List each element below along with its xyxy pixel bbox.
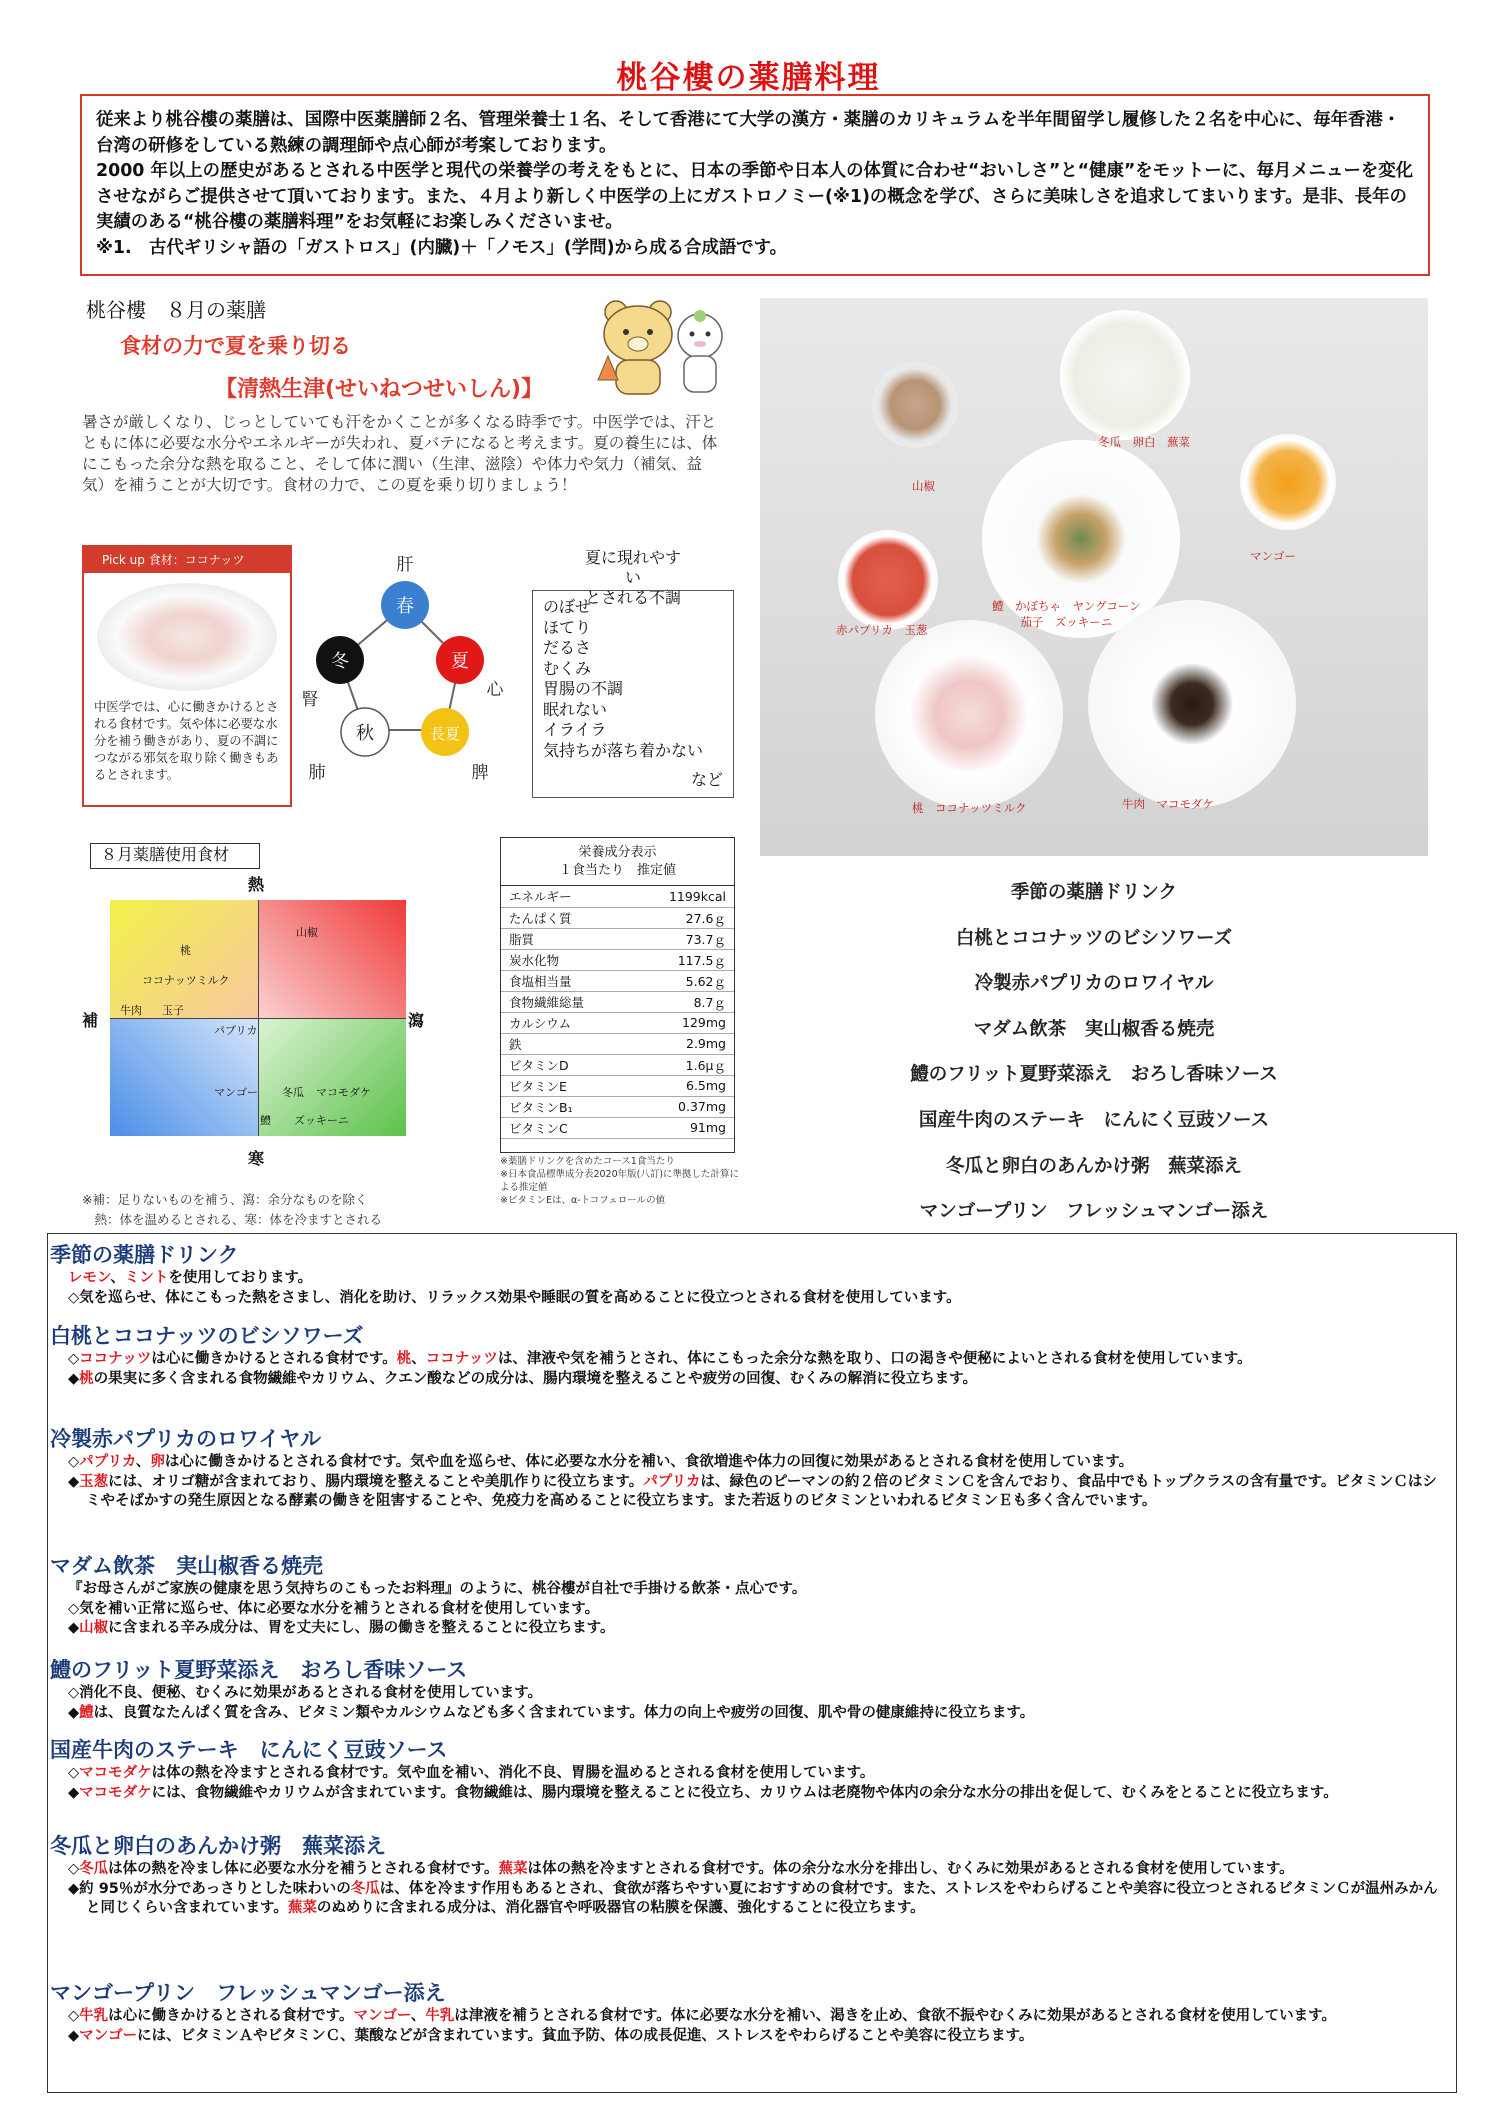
- section-line: [50, 2007, 1450, 2027]
- section-shumai: [50, 1552, 1450, 1639]
- highlight-ingredient: 冬瓜: [79, 1861, 109, 1877]
- section-line: [50, 1860, 1450, 1880]
- ingredient-peach: 桃: [180, 944, 191, 957]
- pickup-text: 中医学では、心に働きかけるとされる食材です。気や体に必要な水分を補う働きがあり、夏の不調につながる邪気を取り除く働きもあるとされます。: [94, 700, 279, 782]
- pickup-card: [82, 545, 292, 807]
- kidney-label: 腎: [301, 690, 319, 710]
- symptom-item: イライラ: [543, 720, 607, 739]
- nutrient-value: 2.9mg: [630, 1033, 734, 1054]
- menu-item: マンゴープリン フレッシュマンゴー添え: [919, 1201, 1269, 1223]
- autumn-label: 秋: [356, 723, 374, 744]
- section-title: 冬瓜と卵白のあんかけ粥 蕪菜添え: [50, 1834, 386, 1858]
- section-peach: [50, 1322, 1450, 1389]
- nutrient-value: 5.62ｇ: [630, 970, 734, 991]
- section-mango: [50, 1979, 1450, 2046]
- section-line: [50, 1473, 1450, 1512]
- text-run: ◇: [68, 1351, 80, 1367]
- nutrient-name: エネルギー: [501, 886, 630, 907]
- text-run: は体の熱を冷ますとされる食材です。体の余分な水分を排出し、むくみに効果があるとされる食材を使用しています。: [527, 1861, 1294, 1877]
- ingredient-wintermelon: 冬瓜: [282, 1086, 304, 1099]
- section-line: [50, 1880, 1450, 1919]
- section-line: [50, 1704, 1450, 1724]
- highlight-ingredient: マコモダケ: [79, 1784, 152, 1801]
- text-run: ◆: [68, 1620, 80, 1636]
- text-run: の果実に多く含まれる食物繊維やカリウム、クエン酸などの成分は、腸内環境を整えることや疲労の回復、むくみの解消に役立ちます。: [93, 1370, 977, 1387]
- hot-label: 熱: [248, 875, 265, 894]
- symptom-item: 眠れない: [543, 699, 608, 719]
- section-line: [50, 1619, 1450, 1639]
- nutrient-value: 0.37mg: [630, 1096, 734, 1117]
- page-title: 桃谷樓の薬膳料理: [616, 60, 881, 96]
- section-drink: [50, 1241, 1450, 1308]
- text-run: に含まれる辛み成分は、胃を丈夫にし、腸の働きを整えることに役立ちます。: [108, 1620, 615, 1636]
- nutrient-value: 117.5ｇ: [630, 949, 734, 970]
- nutrient-name: ビタミンD: [501, 1054, 630, 1075]
- section-title: 季節の薬膳ドリンク: [50, 1243, 239, 1267]
- text-run: 、: [135, 1454, 151, 1470]
- highlight-ingredient: マコモダケ: [79, 1765, 152, 1781]
- nutrient-name: ビタミンE: [501, 1075, 630, 1096]
- nutrition-subtitle: １食当たり 推定値: [558, 863, 676, 878]
- highlight-ingredient: 桃: [396, 1351, 412, 1367]
- nutrition-row: [501, 886, 734, 907]
- highlight-ingredient: 鱧: [79, 1704, 94, 1721]
- quadrant-hot-tonify: [110, 900, 258, 1018]
- section-line: [50, 1370, 1450, 1390]
- text-run: を使用しております。: [168, 1270, 313, 1286]
- highlight-ingredient: マンゴー: [353, 2008, 411, 2024]
- symptoms-title: 夏に現れやすい とされる不調: [584, 548, 681, 607]
- text-run: ◆: [68, 1473, 80, 1490]
- nutrition-row: [501, 1117, 734, 1138]
- nutrition-notes: ※薬膳ドリンクを含めたコース1食当たり ※日本食品標準成分表2020年版(八訂)に準拠した計算による推定値 ※ビタミンEは、α-トコフェロールの値: [500, 1156, 740, 1206]
- symptom-item: 気持ちが落ち着かない: [543, 740, 704, 760]
- section-title: マンゴープリン フレッシュマンゴー添え: [50, 1981, 446, 2005]
- section-line: 『お母さんがご家族の健康を思う気持ちのこもったお料理』のように、桃谷樓が自社で手掛ける飲茶・点心です。: [68, 1581, 807, 1597]
- highlight-ingredient: パプリカ: [79, 1454, 136, 1470]
- pickup-heading: Pick up 食材：ココナッツ: [84, 547, 290, 573]
- congee-bowl: [1060, 310, 1190, 440]
- course-photo: [760, 298, 1428, 856]
- ingredient-zucchini: ズッキーニ: [294, 1114, 349, 1127]
- text-run: は心に働きかけるとされる食材です。: [151, 1351, 397, 1367]
- text-run: ◇: [68, 2008, 80, 2024]
- highlight-ingredient: ミント: [124, 1270, 169, 1286]
- photo-label-hamo: 鱧 かぼちゃ ヤングコーン 茄子 ズッキーニ: [992, 599, 1141, 629]
- nutrient-name: たんぱく質: [501, 907, 630, 928]
- highlight-ingredient: 山椒: [79, 1620, 109, 1636]
- section-title: 国産牛肉のステーキ にんにく豆豉ソース: [50, 1738, 448, 1762]
- text-run: は体の熱を冷まし体に必要な水分を補うとされる食材です。: [108, 1861, 499, 1877]
- symptom-item: 胃腸の不調: [543, 679, 624, 698]
- ingredient-paprika: パプリカ: [214, 1024, 258, 1037]
- highlight-ingredient: 玉葱: [79, 1473, 109, 1490]
- nutrient-name: 食塩相当量: [501, 970, 630, 991]
- nutrient-name: 脂質: [501, 928, 630, 949]
- text-run: は体の熱を冷ますとされる食材です。気や血を補い、消化不良、胃腸を温めるとされる食材を使用しています。: [151, 1765, 875, 1781]
- nutrition-row: [501, 970, 734, 991]
- coconut-dish-image: [97, 583, 277, 691]
- nutrition-table-box: [500, 837, 735, 1153]
- section-title: 鱧のフリット夏野菜添え おろし香味ソース: [50, 1658, 468, 1682]
- intro-paragraph: 2000 年以上の歴史があるとされる中医学と現代の栄養学の考えをもとに、日本の季節や日本人の体質に合わせ“おいしさ”と“健康”をモットーに、毎月メニューを変化させながらご提供させて頂いております。また、４月より新しく中医学の上にガストロノミー(※1)の概念を学び、さらに美味しさを追求してまいります。是非、長年の実績のある“桃谷樓の薬膳料理”をお気軽にお楽しみくださいませ。: [96, 161, 1414, 232]
- ingredient-mango: マンゴー: [214, 1086, 258, 1099]
- nutrient-name: ビタミンB₁: [501, 1096, 630, 1117]
- highlight-ingredient: 牛乳: [425, 2008, 455, 2024]
- section-beef: [50, 1736, 1450, 1803]
- text-run: ◆: [68, 2027, 80, 2044]
- nutrient-value: 1.6μｇ: [630, 1054, 734, 1075]
- nutrient-value: 6.5mg: [630, 1075, 734, 1096]
- nutrition-title: 栄養成分表示: [578, 845, 657, 860]
- highlight-ingredient: パプリカ: [643, 1473, 701, 1490]
- nutrient-name: 食物繊維総量: [501, 991, 630, 1012]
- text-run: 、: [410, 2008, 426, 2024]
- highlight-ingredient: 卵: [150, 1454, 165, 1470]
- mango-pudding-bowl: [1240, 434, 1336, 530]
- panel-subtitle: 食材の力で夏を乗り切る: [120, 334, 351, 358]
- late-summer-label: 長夏: [429, 725, 461, 743]
- beef-plate: [1088, 600, 1296, 808]
- text-run: は、津液や気を補うとされ、体にこもった余分な熱を取り、口の渇きや便秘によいとされる食材を使用しています。: [497, 1351, 1252, 1367]
- nutrient-value: 27.6ｇ: [630, 907, 734, 928]
- menu-item: マダム飲茶 実山椒香る焼売: [973, 1018, 1215, 1040]
- nutrient-name: ビタミンC: [501, 1117, 630, 1138]
- nutrition-row: [501, 949, 734, 970]
- highlight-ingredient: レモン: [68, 1270, 111, 1286]
- cold-label: 寒: [248, 1149, 265, 1168]
- nutrition-row: [501, 1075, 734, 1096]
- symptoms-box: [532, 590, 734, 798]
- text-run: のぬめりに含まれる成分は、消化器官や呼吸器官の粘膜を保護、強化することに役立ちます。: [316, 1900, 925, 1916]
- section-hamo: [50, 1656, 1450, 1723]
- text-run: は、良質なたんぱく質を含み、ビタミン類やカルシウムなども多く含まれています。体力の向上や疲労の回復、肌や骨の健康維持に役立ちます。: [93, 1704, 1035, 1721]
- intro-paragraph: 従来より桃谷樓の薬膳は、国際中医薬膳師２名、管理栄養士１名、そして香港にて大学の漢方・薬膳のカリキュラムを半年間留学し履修した２名を中心に、毎年香港・台湾の研修をしている熟練の調理師や点心師が考案しております。: [96, 110, 1401, 156]
- highlight-ingredient: 蕪菜: [498, 1861, 528, 1877]
- five-elements-diagram: [295, 550, 525, 820]
- text-run: には、ビタミンＡやビタミンＣ、葉酸などが含まれています。貧血予防、体の成長促進、ストレスをやわらげることや美容に役立ちます。: [137, 2027, 1034, 2044]
- photo-label-peach: 桃 ココナッツミルク: [912, 801, 1027, 815]
- text-run: ◇: [68, 1454, 80, 1470]
- liver-label: 肝: [396, 555, 414, 575]
- nutrient-value: 73.7ｇ: [630, 928, 734, 949]
- photo-label-sansho: 山椒: [912, 479, 935, 493]
- section-line: [50, 1453, 1450, 1473]
- menu-item: 鱧のフリット夏野菜添え おろし香味ソース: [910, 1064, 1278, 1086]
- panel-heading: 桃谷樓 ８月の薬膳: [86, 298, 266, 322]
- nutrition-row: [501, 1096, 734, 1117]
- text-run: は心に働きかけるとされる食材です。: [108, 2008, 354, 2024]
- ingredient-makomo: マコモダケ: [316, 1086, 371, 1099]
- symptom-item: むくみ: [543, 658, 592, 678]
- nutrition-row: [501, 907, 734, 928]
- menu-item: 冬瓜と卵白のあんかけ粥 蕪菜添え: [945, 1155, 1242, 1177]
- panel-theme: 【清熱生津(せいねつせいしん)】: [215, 377, 544, 402]
- section-congee: [50, 1832, 1450, 1919]
- highlight-ingredient: マンゴー: [79, 2027, 138, 2044]
- course-menu-list: [760, 870, 1428, 1235]
- symptom-item: のぼせ: [543, 597, 592, 616]
- panel-lead-text: 暑さが厳しくなり、じっとしていても汗をかくことが多くなる時季です。中医学では、汗とともに体に必要な水分やエネルギーが失われ、夏バテになると考えます。夏の養生には、体にこもった余分な熱を取ること、そして体に潤い（生津、滋陰）や体力や気力（補気、益気）を補うことが大切です。食材の力で、この夏を乗り切りましょう！: [82, 413, 718, 494]
- spring-label: 春: [396, 596, 414, 617]
- nutrient-value: 8.7ｇ: [630, 991, 734, 1012]
- peach-soup-plate: [875, 620, 1063, 808]
- nutrient-value: 91mg: [630, 1117, 734, 1138]
- section-line: [50, 1784, 1450, 1804]
- text-run: は、体を冷ます作用もあるとされ、食欲が落ちやすい夏におすすめの食材です。また、ストレスをやわらげることや美容に役立つとされるビタミンＣが温州みかんと同じくらい含まれています。: [86, 1880, 1438, 1916]
- nutrition-row: [501, 928, 734, 949]
- text-run: 、: [411, 1351, 426, 1367]
- note-line: ※補：足りないものを補う、瀉：余分なものを除く: [82, 1192, 368, 1207]
- bear-mascot-icon: [588, 294, 738, 404]
- paprika-soup-bowl: [838, 530, 938, 630]
- nutrition-row: [501, 991, 734, 1012]
- nutrition-row: [501, 1054, 734, 1075]
- summer-label: 夏: [451, 651, 469, 672]
- text-run: は心に働きかけるとされる食材です。気や血を巡らせ、体に必要な水分を補い、食欲増進や体力の回復に効果があるとされる食材を使用しています。: [164, 1454, 1134, 1470]
- section-line: ◇気を補い正常に巡らせ、体に必要な水分を補うとされる食材を使用しています。: [68, 1600, 600, 1617]
- section-title: 白桃とココナッツのビシソワーズ: [50, 1324, 364, 1348]
- text-run: ◆: [68, 1784, 80, 1801]
- highlight-ingredient: 牛乳: [79, 2008, 109, 2024]
- highlight-ingredient: 桃: [79, 1370, 94, 1387]
- nutrient-name: 炭水化物: [501, 949, 630, 970]
- section-line: ◇気を巡らせ、体にこもった熱をさまし、消化を助け、リラックス効果や睡眠の質を高めることに役立つとされる食材を使用しています。: [68, 1289, 961, 1306]
- highlight-ingredient: 冬瓜: [350, 1880, 380, 1897]
- nutrient-value: 129mg: [630, 1012, 734, 1033]
- text-run: は、緑色のピーマンの約２倍のビタミンＣを含んでおり、食品中でもトップクラスの含有量です。ビタミンＣはシミやそばかすの発生原因となる酵素の働きを阻害することや、免疫力を高めることに役立ちます。また若返りのビタミンといわれるビタミンＥも多く含んでいます。: [86, 1473, 1437, 1509]
- ingredient-coconut: ココナッツミルク: [142, 974, 230, 987]
- text-run: ◇: [68, 1765, 80, 1781]
- symptom-item: ほてり: [543, 617, 592, 637]
- tonify-label: 補: [82, 1011, 99, 1030]
- section-line: [50, 1269, 1450, 1289]
- photo-label-beef: 牛肉 マコモダケ: [1122, 797, 1214, 811]
- nutrition-row: [501, 1033, 734, 1054]
- drain-label: 瀉: [408, 1011, 425, 1030]
- ingredient-hamo: 鱧: [260, 1114, 271, 1127]
- lung-label: 肺: [308, 763, 326, 783]
- text-run: ◆: [68, 1370, 80, 1387]
- text-run: ◇: [68, 1861, 80, 1877]
- quadrant-hot-drain: [258, 900, 406, 1018]
- text-run: ◆約 95％が水分であっさりとした味わいの: [68, 1880, 351, 1897]
- symptoms-etc: など: [690, 770, 723, 789]
- ingredients-note: [82, 1190, 382, 1230]
- text-run: は津液を補うとされる食材です。体に必要な水分を補い、渇きを止め、食欲不振やむくみに効果があるとされる食材を使用しています。: [454, 2008, 1337, 2024]
- intro-footnote: ※1. 古代ギリシャ語の「ガストロス」(内臓)＋「ノモス」(学問)から成る合成語です。: [96, 237, 788, 258]
- nutrition-header: [501, 838, 734, 886]
- highlight-ingredient: ココナッツ: [79, 1351, 152, 1367]
- text-run: 、: [110, 1270, 125, 1286]
- note-line: 熱：体を温めるとされる、寒：体を冷ますとされる: [82, 1212, 383, 1227]
- shumai-plate: [872, 362, 958, 448]
- section-paprika: [50, 1425, 1450, 1512]
- section-line: [50, 1350, 1450, 1370]
- section-line: ◇消化不良、便秘、むくみに効果があるとされる食材を使用しています。: [68, 1685, 542, 1701]
- nutrient-name: 鉄: [501, 1033, 630, 1054]
- nutrition-row: [501, 1012, 734, 1033]
- text-run: には、食物繊維やカリウムが含まれています。食物繊維は、腸内環境を整えることに役立ち、カリウムは老廃物や体内の余分な水分の排出を促して、むくみをとることに役立ちます。: [151, 1784, 1338, 1801]
- menu-item: 白桃とココナッツのビシソワーズ: [955, 927, 1233, 949]
- highlight-ingredient: ココナッツ: [425, 1351, 498, 1367]
- ingredient-sansho: 山椒: [296, 926, 318, 939]
- heart-label: 心: [486, 680, 504, 700]
- menu-item: 冷製赤パプリカのロワイヤル: [974, 973, 1214, 995]
- ingredient-egg: 玉子: [162, 1004, 184, 1017]
- text-run: ◆: [68, 1704, 80, 1721]
- text-run: には、オリゴ糖が含まれており、腸内環境を整えることや美肌作りに役立ちます。: [108, 1473, 644, 1490]
- highlight-ingredient: 蕪菜: [287, 1900, 317, 1916]
- nutrient-value: 1199kcal: [630, 886, 734, 907]
- section-title: 冷製赤パプリカのロワイヤル: [50, 1427, 322, 1451]
- intro-box: [80, 94, 1430, 276]
- section-line: [50, 2027, 1450, 2047]
- photo-label-congee: 冬瓜 卵白 蕪菜: [1098, 435, 1190, 449]
- nutrient-name: カルシウム: [501, 1012, 630, 1033]
- photo-label-mango: マンゴー: [1250, 549, 1296, 563]
- photo-label-paprika: 赤パプリカ 玉葱: [836, 623, 928, 637]
- nutrition-table: [501, 886, 734, 1139]
- menu-item: 季節の薬膳ドリンク: [1010, 882, 1178, 903]
- section-line: [50, 1764, 1450, 1784]
- menu-item: 国産牛肉のステーキ にんにく豆豉ソース: [918, 1109, 1270, 1131]
- ingredient-beef: 牛肉: [120, 1004, 142, 1017]
- section-title: マダム飲茶 実山椒香る焼売: [50, 1554, 323, 1578]
- spleen-label: 脾: [471, 763, 489, 783]
- winter-label: 冬: [331, 651, 349, 672]
- ingredients-quadrant-chart: [110, 900, 406, 1136]
- symptom-item: だるさ: [543, 638, 592, 657]
- ingredients-heading: ８月薬膳使用食材: [90, 843, 260, 869]
